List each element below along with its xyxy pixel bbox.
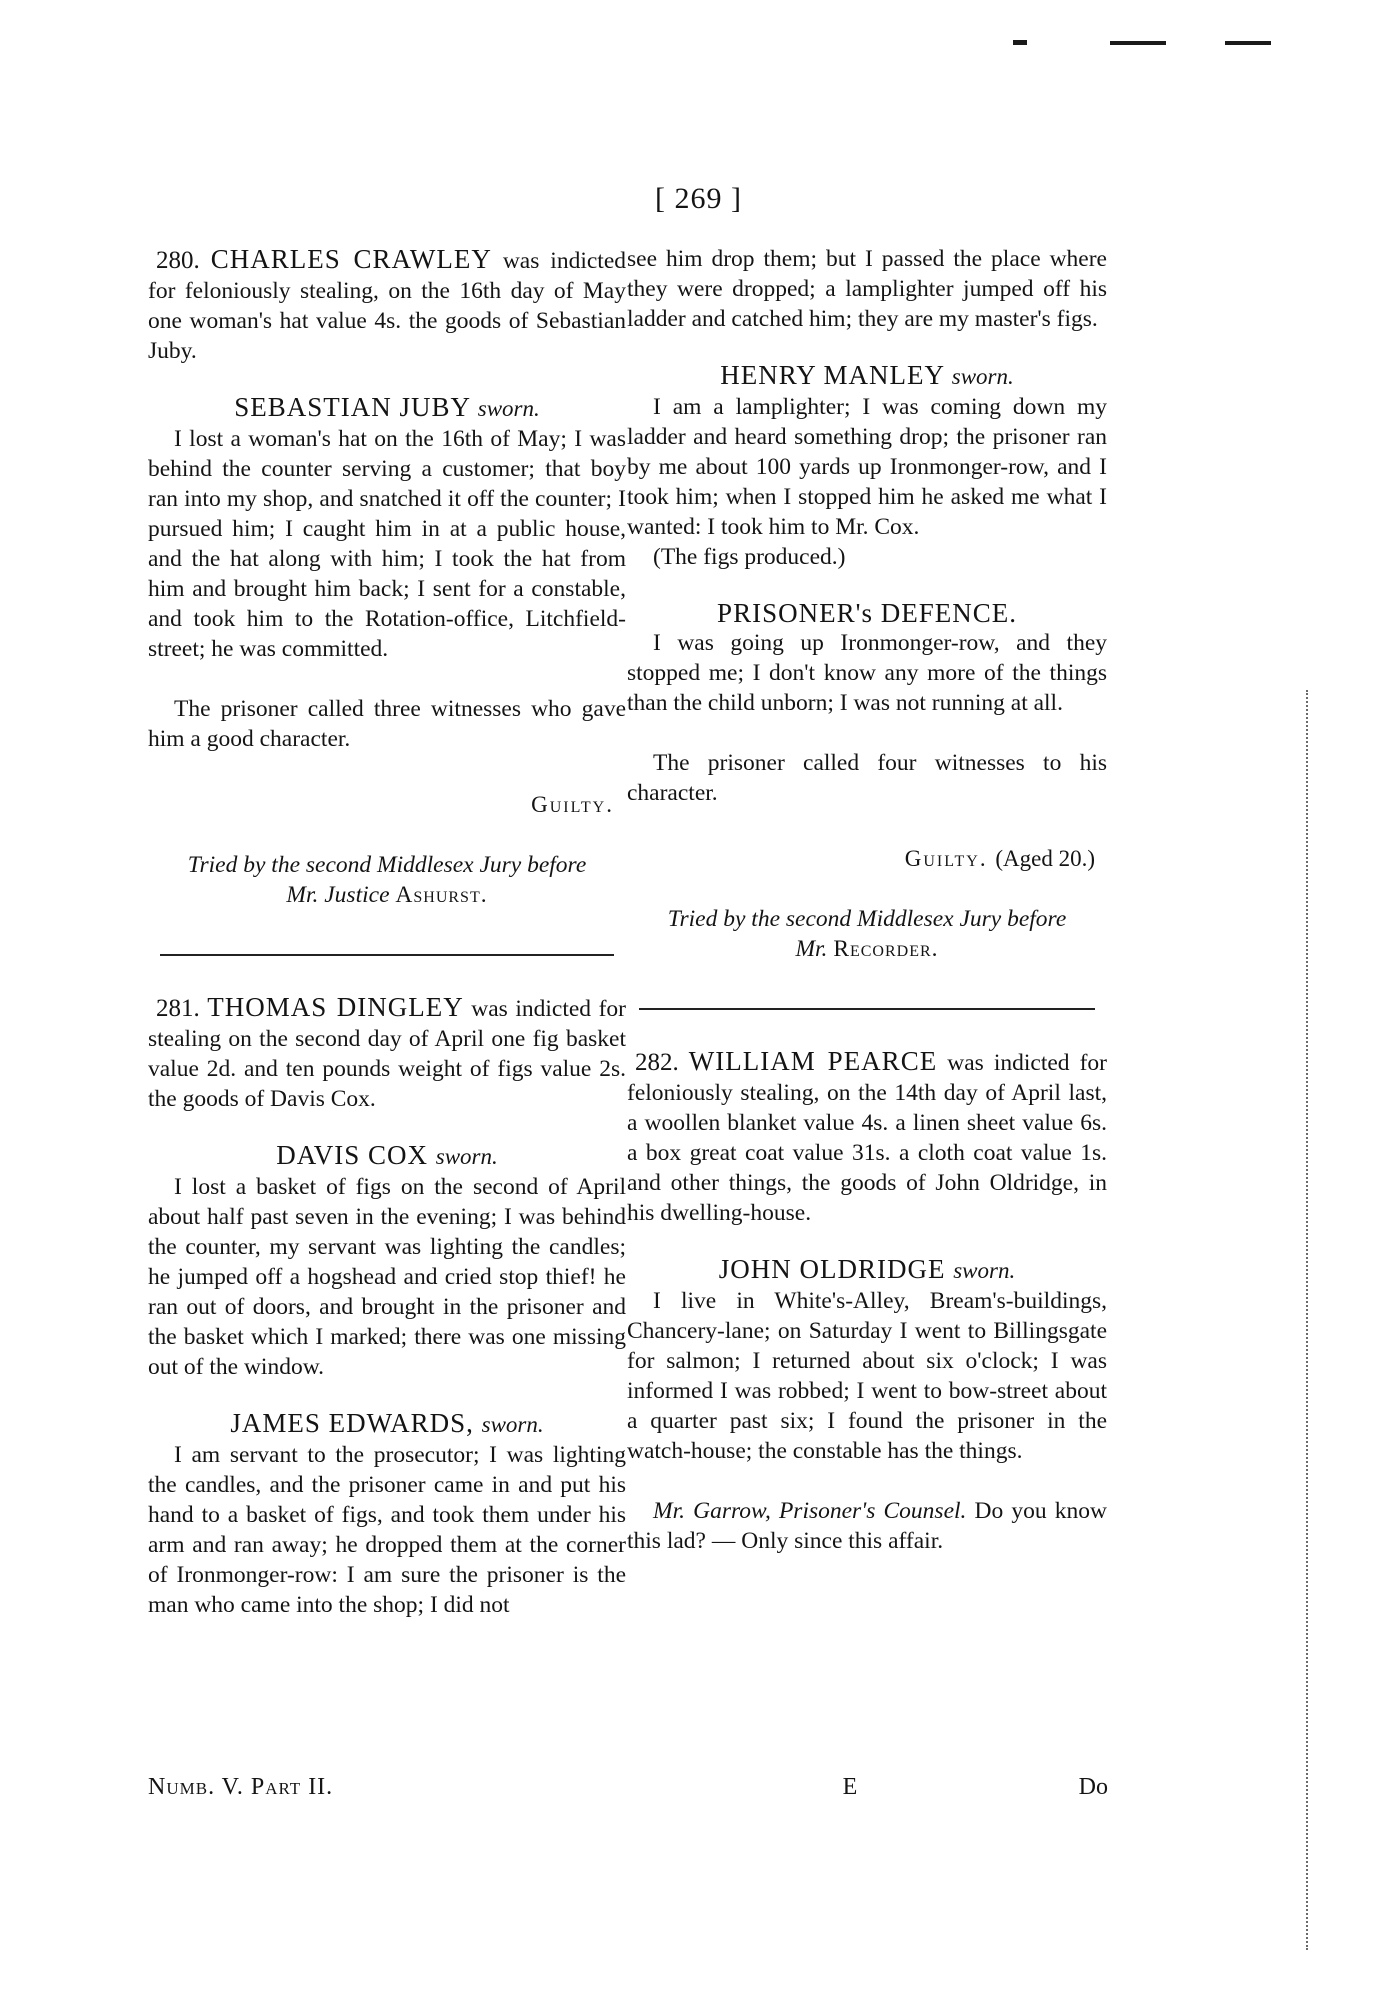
evidence-note: (The figs produced.) <box>653 544 846 570</box>
witness-testimony: I live in White's-Alley, Bream's-buildings, Chancery-lane; on Saturday I went to Billingsgate for salmon; I returned about six o'clock; I was informed I was robbed; I went to bow-street about a quarter past six; I found the prisoner in the watch-house; the constable has the things. <box>627 1288 1107 1464</box>
defence-heading: PRISONER's DEFENCE. <box>717 598 1017 628</box>
page-footer <box>148 1774 1108 1808</box>
case-282-paragraph <box>627 1046 1107 1228</box>
signature-line: Numb. V. Part II. <box>148 1774 334 1800</box>
character-witnesses-note: The prisoner called three witnesses who gave him a good character. <box>148 696 626 752</box>
signature-mark: E <box>842 1774 858 1800</box>
indictment-text: was indicted for stealing on the second day of April one fig basket value 2d. and ten pounds weight of figs value 2s. the goods of Davis Cox. <box>148 996 626 1112</box>
case-divider <box>160 954 614 956</box>
witness-testimony: I lost a woman's hat on the 16th of May; I was behind the counter serving a customer; that boy ran into my shop, and snatched it off the counter; I pursued him; I caught him in at a public house, and the hat along with him; I took the hat from him and brought him back; I sent for a constable, and took him to the Rotation-office, Litchfield-street; he was committed. <box>148 426 626 662</box>
indictment-text: was indicted for feloniously stealing, on the 14th day of April last, a woollen blanket value 4s. a linen sheet value 6s. a box great coat value 31s. a cloth coat value 1s. and other things, the goods of John Oldridge, in his dwelling-house. <box>627 1050 1107 1226</box>
witness-heading: HENRY MANLEY sworn. <box>720 360 1014 390</box>
age-note: (Aged 20.) <box>995 846 1095 871</box>
trial-attribution: Tried by the second Middlesex Jury before Mr. Recorder. <box>667 906 1067 962</box>
case-number: 280. <box>156 247 200 274</box>
witness-heading: SEBASTIAN JUBY sworn. <box>234 392 540 422</box>
trial-attribution: Tried by the second Middlesex Jury before Mr. Justice Ashurst. <box>187 852 587 908</box>
character-witnesses-note: The prisoner called four witnesses to his character. <box>627 750 1107 806</box>
case-281-paragraph <box>148 992 626 1114</box>
scan-mark <box>1013 40 1027 45</box>
left-column <box>148 244 626 1620</box>
witness-testimony: I am servant to the prosecutor; I was lighting the candles, and the prisoner came in and put his hand to a basket of figs, and took them under his arm and ran away; he dropped them at the corner of Ironmonger-row: I am sure the prisoner is the man who came into the shop; I did not <box>148 1442 626 1618</box>
witness-testimony: I lost a basket of figs on the second of April about half past seven in the evening; I was behind the counter, my servant was lighting the candles; he jumped off a hogshead and cried stop thief! he ran out of doors, and brought in the prisoner and the basket which I marked; there was one missing out of the window. <box>148 1174 626 1380</box>
scan-mark <box>1225 41 1271 45</box>
right-column <box>627 244 1107 1556</box>
witness-heading: DAVIS COX sworn. <box>276 1140 498 1170</box>
counsel-exchange <box>627 1496 1107 1556</box>
witness-heading: JOHN OLDRIDGE sworn. <box>718 1254 1016 1284</box>
defence-text: I was going up Ironmonger-row, and they stopped me; I don't know any more of the things than the child unborn; I was not running at all. <box>627 630 1107 716</box>
defendant-name: CHARLES CRAWLEY <box>210 244 492 274</box>
witness-testimony: I am a lamplighter; I was coming down my ladder and heard something drop; the prisoner ran by me about 100 yards up Ironmonger-row, and I took him; when I stopped him he asked me what I wanted: I took him to Mr. Cox. <box>627 394 1107 540</box>
defendant-name: WILLIAM PEARCE <box>688 1046 938 1076</box>
page-number: [ 269 ] <box>655 182 742 215</box>
witness-testimony-continued: see him drop them; but I passed the place where they were dropped; a lamplighter jumped off his ladder and catched him; they are my master's figs. <box>627 246 1107 332</box>
defendant-name: THOMAS DINGLEY <box>207 992 464 1022</box>
counsel-question: Do you know this lad? — Only since this affair. <box>627 1498 1107 1554</box>
witness-heading: JAMES EDWARDS, sworn. <box>230 1408 544 1438</box>
case-280-paragraph <box>148 244 626 366</box>
counsel-speaker: Mr. Garrow, Prisoner's Counsel. <box>653 1498 967 1524</box>
scan-edge-strip <box>1306 690 1318 1950</box>
case-number: 282. <box>635 1049 679 1076</box>
verdict: Guilty. <box>531 792 614 817</box>
scan-mark <box>1110 41 1166 45</box>
case-number: 281. <box>156 995 200 1022</box>
indictment-text: was indicted for feloniously stealing, on the 16th day of May one woman's hat value 4s. the goods of Sebastian Juby. <box>148 248 627 364</box>
verdict: Guilty. (Aged 20.) <box>904 846 1095 871</box>
case-divider <box>639 1008 1095 1010</box>
catchword: Do <box>1078 1774 1108 1800</box>
